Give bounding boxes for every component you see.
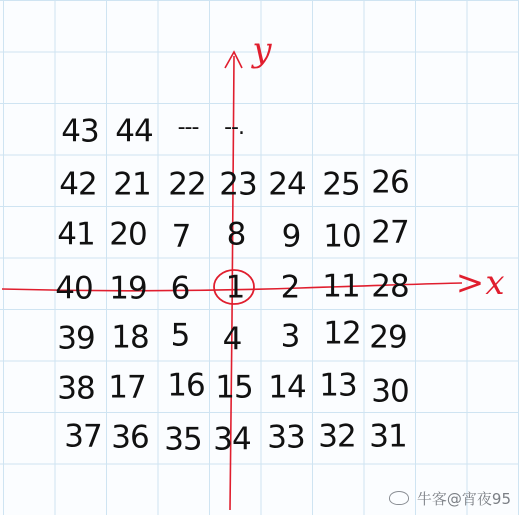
grid-cell: 44 bbox=[115, 113, 153, 150]
grid-cell: 22 bbox=[168, 166, 206, 203]
grid-cell: 24 bbox=[268, 166, 306, 203]
grid-cell: 21 bbox=[113, 166, 151, 203]
grid-cell: 8 bbox=[226, 216, 246, 253]
grid-cell-highlighted: 1 bbox=[225, 269, 245, 306]
grid-cell: --. bbox=[224, 115, 244, 140]
grid-cell: 28 bbox=[371, 268, 409, 305]
grid-cell: 10 bbox=[323, 218, 361, 255]
grid-cell: 39 bbox=[57, 320, 95, 357]
grid-cell: 16 bbox=[167, 367, 205, 404]
grid-cell: 41 bbox=[57, 216, 95, 253]
grid-cell: 43 bbox=[61, 113, 99, 150]
grid-cell: 18 bbox=[111, 319, 149, 356]
grid-cell: 15 bbox=[215, 369, 253, 406]
grid-cell: 3 bbox=[280, 318, 300, 355]
grid-cell: 29 bbox=[369, 319, 407, 356]
grid-cell: 31 bbox=[369, 418, 407, 455]
grid-cell: 36 bbox=[111, 419, 149, 456]
grid-cell: 40 bbox=[55, 270, 93, 307]
grid-cell: 17 bbox=[108, 369, 146, 406]
grid-cell: 30 bbox=[371, 373, 409, 410]
grid-cell: 9 bbox=[281, 218, 301, 255]
grid-cell: 11 bbox=[322, 268, 360, 305]
grid-cell: 26 bbox=[371, 164, 409, 201]
y-axis-label: y bbox=[252, 30, 272, 70]
x-axis-arrow-label: > bbox=[455, 263, 485, 303]
grid-cell: 13 bbox=[319, 367, 357, 404]
grid-cell: 35 bbox=[164, 421, 202, 458]
grid-cell: 20 bbox=[109, 216, 147, 253]
grid-cell: 19 bbox=[109, 270, 147, 307]
grid-cell: 23 bbox=[219, 166, 257, 203]
grid-cell: --- bbox=[177, 115, 199, 140]
grid-cell: 34 bbox=[213, 421, 251, 458]
grid-cell: 2 bbox=[280, 269, 300, 306]
grid-cell: 25 bbox=[322, 166, 360, 203]
grid-cell: 33 bbox=[267, 419, 305, 456]
grid-cell: 42 bbox=[59, 166, 97, 203]
watermark bbox=[389, 491, 511, 507]
grid-cell: 37 bbox=[64, 418, 102, 455]
grid-cell: 7 bbox=[171, 218, 191, 255]
x-axis-label: x bbox=[485, 263, 505, 303]
grid-cell: 14 bbox=[268, 369, 306, 406]
grid-cell: 6 bbox=[170, 270, 190, 307]
grid-cell: 4 bbox=[222, 321, 242, 358]
grid-cell: 38 bbox=[57, 370, 95, 407]
grid-cell: 12 bbox=[323, 315, 361, 352]
nowcoder-logo-icon bbox=[389, 491, 409, 505]
grid-cell: 27 bbox=[371, 214, 409, 251]
grid-cell: 5 bbox=[170, 317, 190, 354]
watermark-text: 牛客@宵夜95 bbox=[416, 490, 511, 508]
grid-cell: 32 bbox=[318, 418, 356, 455]
